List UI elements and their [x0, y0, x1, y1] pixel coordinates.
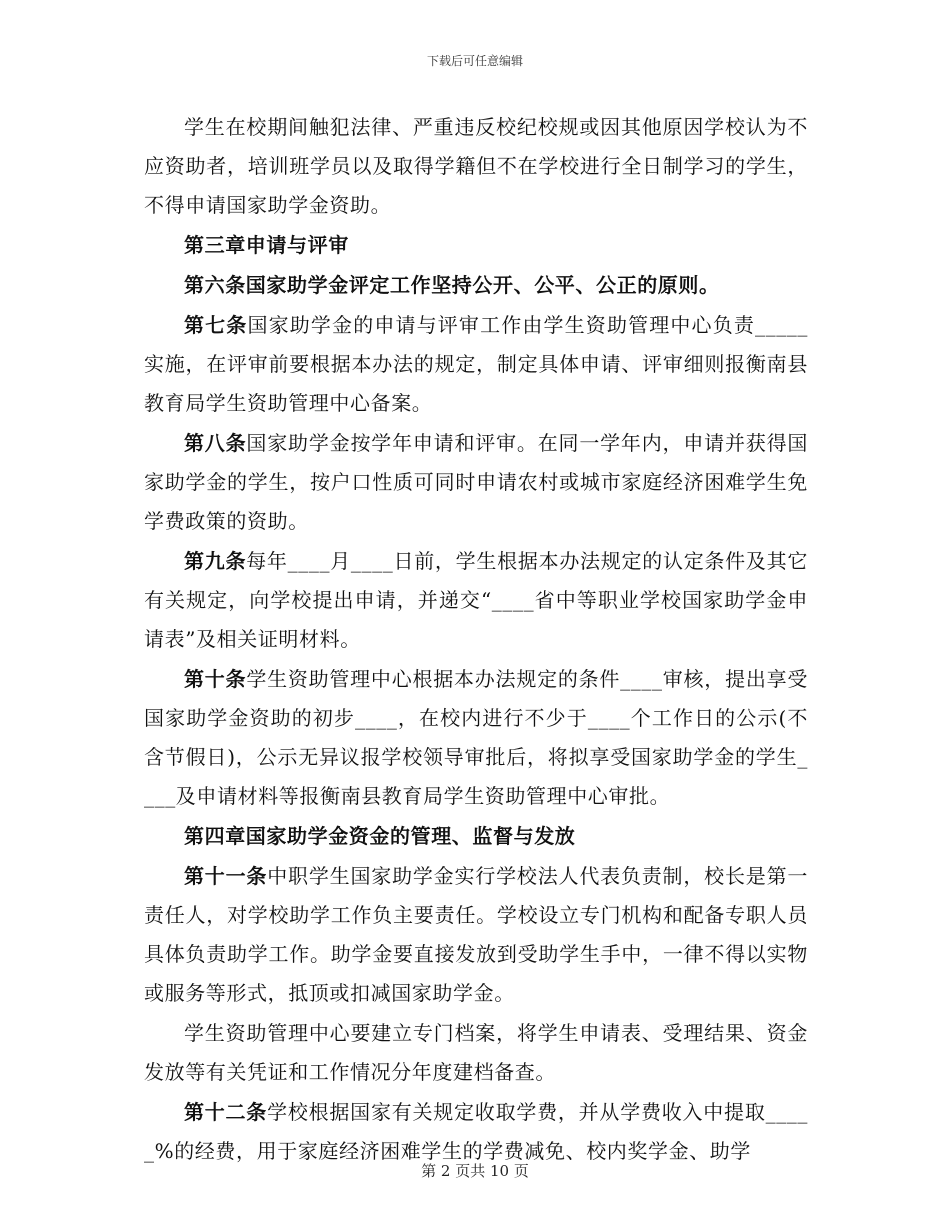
article-10 — [144, 660, 808, 816]
paragraph-text: 学生在校期间触犯法律、严重违反校纪校规或因其他原因学校认为不应资助者，培训班学员以及取得学籍但不在学校进行全日制学习的学生，不得申请国家助学金资助。 — [144, 115, 808, 217]
chapter-3-heading — [144, 226, 808, 265]
article-label: 第十二条 — [184, 1100, 268, 1124]
paragraph-text: 学生资助管理中心要建立专门档案，将学生申请表、受理结果、资金发放等有关凭证和工作情况分年度建档备查。 — [144, 1021, 808, 1084]
article-label: 第九条 — [184, 549, 247, 573]
paragraph-text: 学校根据国家有关规定收取学费，并从学费收入中提取_____%的经费，用于家庭经济困难学生的学费减免、校内奖学金、助学 — [144, 1100, 808, 1163]
paragraph-text: 国家助学金按学年申请和评审。在同一学年内，申请并获得国家助学金的学生，按户口性质可同时申请农村或城市家庭经济困难学生免学费政策的资助。 — [144, 431, 808, 533]
article-label: 第十条 — [184, 667, 247, 691]
article-11 — [144, 857, 808, 1013]
article-8 — [144, 424, 808, 541]
article-label: 第八条 — [184, 431, 247, 455]
article-6 — [144, 266, 808, 305]
paragraph-text: 中职学生国家助学金实行学校法人代表负责制，校长是第一责任人，对学校助学工作负主要责任。学校设立专门机构和配备专职人员具体负责助学工作。助学金要直接发放到受助学生手中，一律不得以实物或服务等形式，抵顶或扣减国家助学金。 — [144, 864, 808, 1005]
paragraph-text: 国家助学金的申请与评审工作由学生资助管理中心负责_____实施，在评审前要根据本办法的规定，制定具体申请、评审细则报衡南县教育局学生资助管理中心备案。 — [144, 313, 808, 415]
paragraph-archives — [144, 1014, 808, 1092]
paragraph-text: 每年____月____日前，学生根据本办法规定的认定条件及其它有关规定，向学校提出申请，并递交“____省中等职业学校国家助学金申请表”及相关证明材料。 — [144, 549, 808, 651]
article-7 — [144, 306, 808, 423]
document-body — [144, 108, 808, 1172]
chapter-4-heading — [144, 817, 808, 856]
paragraph-text: 学生资助管理中心根据本办法规定的条件____审核，提出享受国家助学金资助的初步____，在校内进行不少于____个工作日的公示(不含节假日)，公示无异议报学校领导审批后，将拟享受国家助学金的学生____及申请材料等报衡南县教育局学生资助管理中心审批。 — [144, 667, 808, 808]
chapter-title: 第四章国家助学金资金的管理、监督与发放 — [184, 824, 576, 848]
article-label: 第十一条 — [184, 864, 268, 888]
article-label: 第六条国家助学金评定工作坚持公开、公平、公正的原则。 — [184, 273, 720, 297]
paragraph-ineligible-students — [144, 108, 808, 225]
chapter-title: 第三章申请与评审 — [184, 233, 349, 257]
article-9 — [144, 542, 808, 659]
article-label: 第七条 — [184, 313, 248, 337]
page-header: 下载后可任意编辑 — [426, 54, 523, 68]
page-footer: 第 2 页共 10 页 — [421, 1162, 529, 1180]
